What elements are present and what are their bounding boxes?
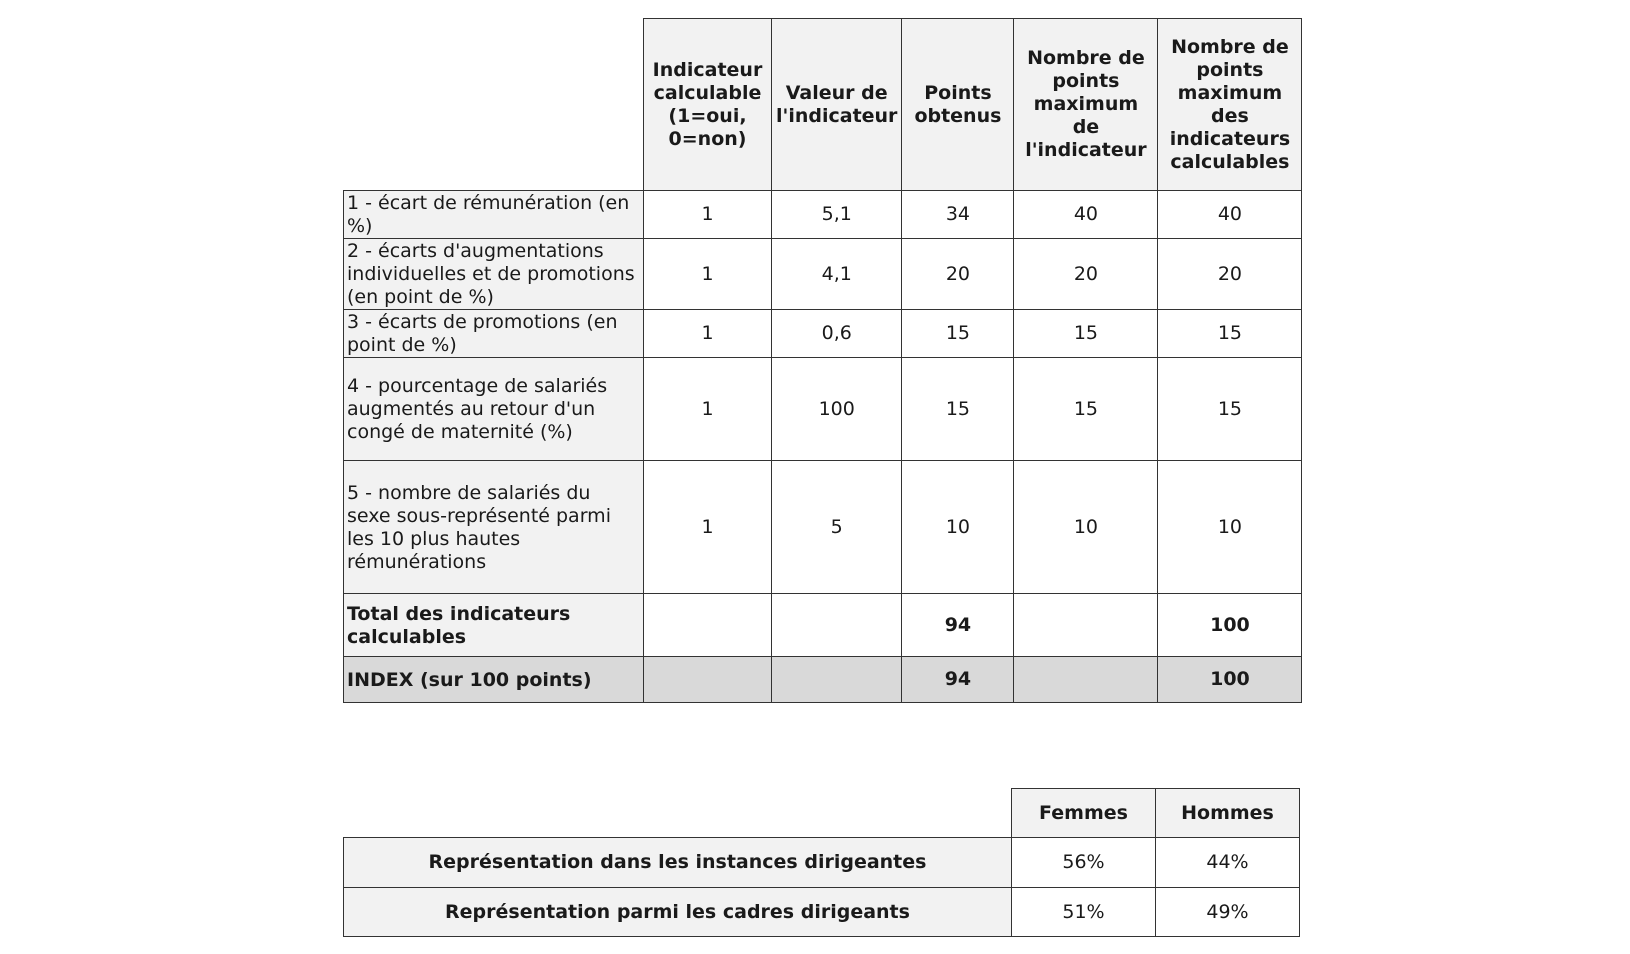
cell-max-indicateur: 10 (1014, 461, 1158, 594)
row-label: 3 - écarts de promotions (en point de %) (344, 310, 644, 358)
cell-max-calculables: 40 (1158, 191, 1302, 239)
cell-max-indicateur: 20 (1014, 239, 1158, 310)
cell-max-indicateur: 15 (1014, 310, 1158, 358)
cell-femmes: 51% (1012, 888, 1156, 937)
index-max-indicateur (1014, 657, 1158, 703)
total-max-calculables: 100 (1158, 594, 1302, 657)
header-valeur: Valeur de l'indicateur (772, 19, 902, 191)
cell-valeur: 5,1 (772, 191, 902, 239)
total-max-indicateur (1014, 594, 1158, 657)
header-max-indicateur: Nombre de points maximum de l'indicateur (1014, 19, 1158, 191)
cell-max-calculables: 15 (1158, 358, 1302, 461)
cell-calculable: 1 (644, 358, 772, 461)
cell-valeur: 4,1 (772, 239, 902, 310)
index-points: 94 (902, 657, 1014, 703)
cell-max-indicateur: 15 (1014, 358, 1158, 461)
cell-points: 10 (902, 461, 1014, 594)
row-label: 4 - pourcentage de salariés augmentés au retour d'un congé de maternité (%) (344, 358, 644, 461)
rep-row-label: Représentation parmi les cadres dirigeants (344, 888, 1012, 937)
header-points: Points obtenus (902, 19, 1014, 191)
table-row (344, 461, 1302, 594)
header-calculable: Indicateur calculable (1=oui, 0=non) (644, 19, 772, 191)
cell-max-calculables: 10 (1158, 461, 1302, 594)
index-calculable (644, 657, 772, 703)
index-label: INDEX (sur 100 points) (344, 657, 644, 703)
cell-points: 20 (902, 239, 1014, 310)
row-label: 2 - écarts d'augmentations individuelles et de promotions (en point de %) (344, 239, 644, 310)
cell-points: 15 (902, 358, 1014, 461)
cell-hommes: 44% (1156, 838, 1300, 888)
cell-hommes: 49% (1156, 888, 1300, 937)
index-max-calculables: 100 (1158, 657, 1302, 703)
total-row (344, 594, 1302, 657)
total-calculable (644, 594, 772, 657)
cell-femmes: 56% (1012, 838, 1156, 888)
rep-row-label: Représentation dans les instances dirigeantes (344, 838, 1012, 888)
rep-header-corner (344, 789, 1012, 838)
row-label: 1 - écart de rémunération (en %) (344, 191, 644, 239)
header-row (344, 19, 1302, 191)
cell-calculable: 1 (644, 310, 772, 358)
header-femmes: Femmes (1012, 789, 1156, 838)
header-corner (344, 19, 644, 191)
rep-header-row (344, 789, 1300, 838)
row-label: 5 - nombre de salariés du sexe sous-représenté parmi les 10 plus hautes rémunérations (344, 461, 644, 594)
cell-calculable: 1 (644, 239, 772, 310)
cell-points: 34 (902, 191, 1014, 239)
cell-calculable: 1 (644, 191, 772, 239)
cell-max-calculables: 15 (1158, 310, 1302, 358)
representation-table (343, 788, 1300, 937)
table-row (344, 888, 1300, 937)
cell-max-calculables: 20 (1158, 239, 1302, 310)
index-table (343, 18, 1302, 703)
total-points: 94 (902, 594, 1014, 657)
header-max-calculables: Nombre de points maximum des indicateurs calculables (1158, 19, 1302, 191)
cell-calculable: 1 (644, 461, 772, 594)
cell-valeur: 100 (772, 358, 902, 461)
table-row (344, 358, 1302, 461)
table-row (344, 310, 1302, 358)
cell-valeur: 5 (772, 461, 902, 594)
table-row (344, 191, 1302, 239)
table-row (344, 838, 1300, 888)
total-label: Total des indicateurs calculables (344, 594, 644, 657)
cell-points: 15 (902, 310, 1014, 358)
table-row (344, 239, 1302, 310)
cell-valeur: 0,6 (772, 310, 902, 358)
header-hommes: Hommes (1156, 789, 1300, 838)
cell-max-indicateur: 40 (1014, 191, 1158, 239)
index-row (344, 657, 1302, 703)
total-valeur (772, 594, 902, 657)
index-valeur (772, 657, 902, 703)
